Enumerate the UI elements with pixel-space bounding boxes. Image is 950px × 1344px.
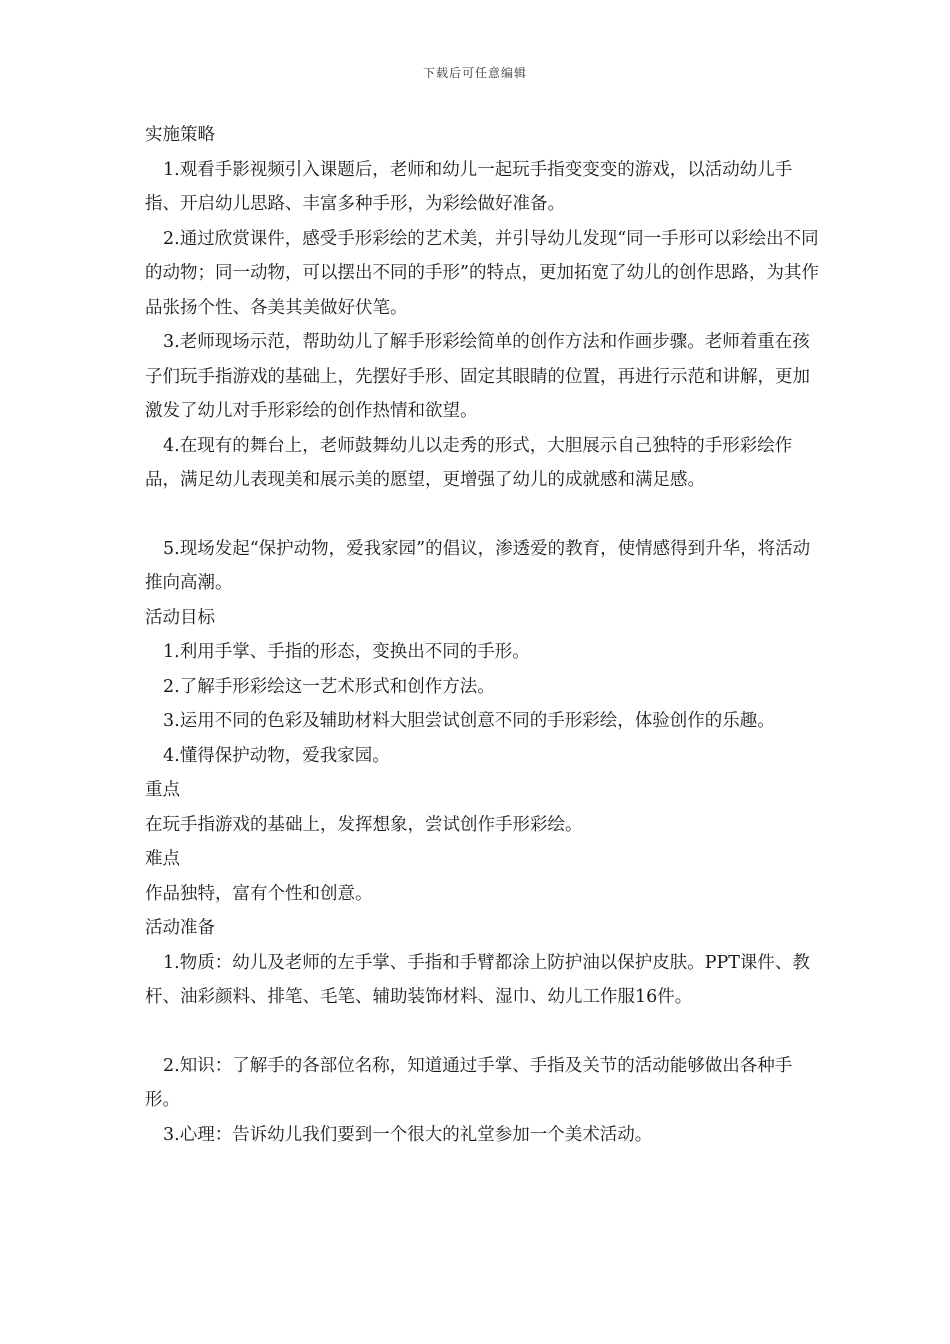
strategy-item-4: 4.在现有的舞台上，老师鼓舞幼儿以走秀的形式，大胆展示自己独特的手形彩绘作品，满足幼儿表现美和展示美的愿望，更增强了幼儿的成就感和满足感。 <box>145 435 793 490</box>
section-title-goals: 活动目标 <box>145 607 215 628</box>
difficulty-text: 作品独特，富有个性和创意。 <box>145 883 373 904</box>
section-title-difficulty: 难点 <box>145 849 180 869</box>
prep-item-2: 2.知识：了解手的各部位名称，知道通过手掌、手指及关节的活动能够做出各种手形。 <box>145 1055 793 1110</box>
paragraph-spacer <box>145 1015 825 1049</box>
page-header-note: 下载后可任意编辑 <box>422 66 527 80</box>
prep-item-1: 1.物质：幼儿及老师的左手掌、手指和手臂都涂上防护油以保护皮肤。PPT课件、教杆、油彩颜料、排笔、毛笔、辅助装饰材料、湿巾、幼儿工作服16件。 <box>145 952 810 1007</box>
strategy-item-1: 1.观看手影视频引入课题后，老师和幼儿一起玩手指变变变的游戏，以活动幼儿手指、开启幼儿思路、丰富多种手形，为彩绘做好准备。 <box>145 159 793 214</box>
paragraph-spacer <box>145 498 825 532</box>
goal-item-3: 3.运用不同的色彩及辅助材料大胆尝试创意不同的手形彩绘，体验创作的乐趣。 <box>163 711 775 731</box>
section-title-prep: 活动准备 <box>145 918 215 938</box>
section-title-focus: 重点 <box>145 780 180 800</box>
section-title-strategy: 实施策略 <box>145 125 215 145</box>
goal-item-2: 2.了解手形彩绘这一艺术形式和创作方法。 <box>163 676 495 697</box>
strategy-item-3: 3.老师现场示范，帮助幼儿了解手形彩绘简单的创作方法和作画步骤。老师着重在孩子们玩手指游戏的基础上，先摆好手形、固定其眼睛的位置，再进行示范和讲解，更加激发了幼儿对手形彩绘的创作热情和欲望。 <box>145 332 810 421</box>
goal-item-4: 4.懂得保护动物，爱我家园。 <box>163 745 390 766</box>
strategy-item-2: 2.通过欣赏课件，感受手形彩绘的艺术美，并引导幼儿发现“同一手形可以彩绘出不同的动物；同一动物，可以摆出不同的手形”的特点，更加拓宽了幼儿的创作思路，为其作品张扬个性、各美其美做好伏笔。 <box>145 228 819 318</box>
focus-text: 在玩手指游戏的基础上，发挥想象，尝试创作手形彩绘。 <box>145 814 583 835</box>
document-body <box>145 118 825 1152</box>
goal-item-1: 1.利用手掌、手指的形态，变换出不同的手形。 <box>163 642 530 662</box>
strategy-item-5: 5.现场发起“保护动物，爱我家园”的倡议，渗透爱的教育，使情感得到升华，将活动推向高潮。 <box>145 538 811 593</box>
prep-item-3: 3.心理：告诉幼儿我们要到一个很大的礼堂参加一个美术活动。 <box>163 1124 653 1145</box>
